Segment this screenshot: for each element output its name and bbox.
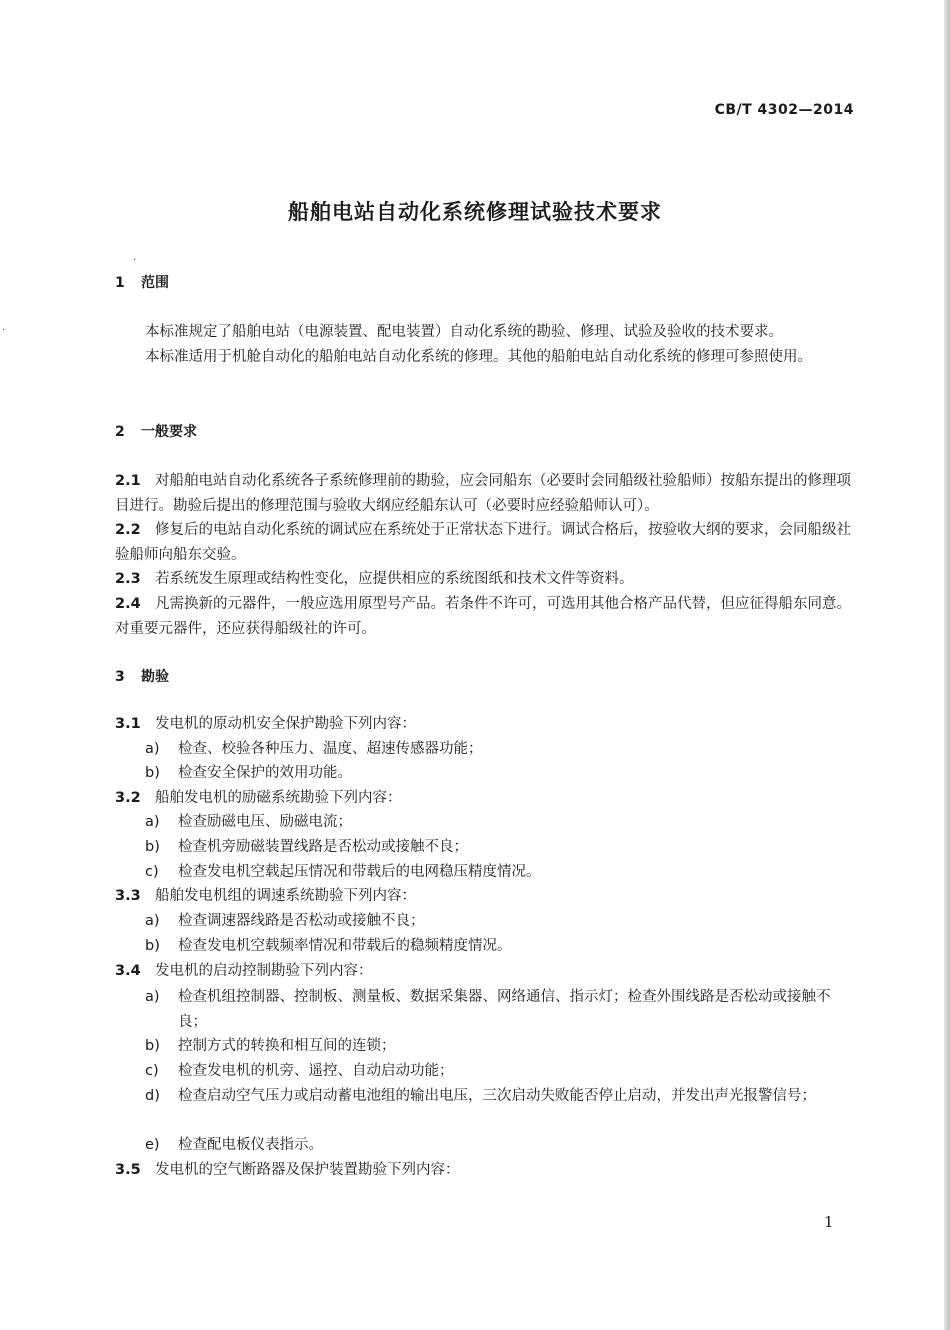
section-1-paragraph-2: 本标准适用于机舱自动化的船舶电站自动化系统的修理。其他的船舶电站自动化系统的修理可参照使用。: [145, 349, 812, 365]
clause-2-1: [115, 469, 853, 518]
clause-number: 3.5: [115, 1162, 141, 1178]
clause-3-2: [115, 786, 853, 811]
list-item: [145, 761, 853, 786]
clause-number: 2.3: [115, 571, 141, 587]
list-marker: e): [145, 1137, 160, 1153]
list-item: [145, 1034, 853, 1059]
section-1-paragraph-1: 本标准规定了船舶电站（电源装置、配电装置）自动化系统的勘验、修理、试验及验收的技术要求。: [145, 324, 783, 340]
clause-number: 3.1: [115, 716, 141, 732]
list-marker: a): [145, 913, 160, 929]
list-text: 检查调速器线路是否松动或接触不良；: [178, 913, 425, 929]
document-title: 船舶电站自动化系统修理试验技术要求: [288, 200, 662, 224]
list-text: 检查安全保护的效用功能。: [178, 765, 352, 781]
list-text: 检查励磁电压、励磁电流；: [178, 814, 352, 830]
list-text: 检查机组控制器、控制板、测量板、数据采集器、网络通信、指示灯；检查外围线路是否松动或接触不良；: [178, 989, 831, 1030]
list-item: [145, 1084, 853, 1109]
section-title: 一般要求: [141, 424, 197, 440]
clause-number: 2.2: [115, 522, 141, 538]
list-marker: a): [145, 989, 160, 1005]
list-text: 检查启动空气压力或启动蓄电池组的输出电压，三次启动失败能否停止启动，并发出声光报警信号；: [178, 1088, 816, 1104]
list-text: 检查机旁励磁装置线路是否松动或接触不良；: [178, 839, 468, 855]
clause-text: 发电机的空气断路器及保护装置勘验下列内容：: [155, 1162, 460, 1178]
list-marker: b): [145, 765, 160, 781]
section-1-heading: [115, 272, 169, 292]
clause-number: 2.4: [115, 596, 141, 612]
list-marker: b): [145, 1038, 160, 1054]
list-text: 检查发电机空载起压情况和带载后的电网稳压精度情况。: [178, 864, 541, 880]
page-number: 1: [824, 1213, 834, 1231]
list-text: 检查发电机的机旁、遥控、自动启动功能；: [178, 1063, 454, 1079]
clause-2-4: [115, 592, 853, 641]
clause-3-1: [115, 712, 853, 737]
clause-number: 3.3: [115, 888, 141, 904]
list-item: [145, 1059, 853, 1084]
section-title: 范围: [141, 275, 169, 291]
scan-speck: ·: [133, 255, 137, 266]
list-marker: c): [145, 1063, 159, 1079]
scan-speck: ·: [2, 325, 6, 336]
clause-number: 3.2: [115, 790, 141, 806]
clause-text: 发电机的启动控制勘验下列内容：: [155, 963, 373, 979]
list-marker: d): [145, 1088, 160, 1104]
list-text: 检查、校验各种压力、温度、超速传感器功能；: [178, 741, 483, 757]
list-item: [145, 810, 853, 835]
standard-code: CB/T 4302—2014: [714, 102, 854, 118]
list-marker: a): [145, 814, 160, 830]
section-number: 1: [115, 275, 125, 291]
clause-3-3: [115, 884, 853, 909]
list-item: [145, 737, 853, 762]
clause-number: 2.1: [115, 473, 141, 489]
clause-3-5: [115, 1158, 853, 1183]
clause-text: 对船舶电站自动化系统各子系统修理前的勘验，应会同船东（必要时会同船级社验船师）按船东提出的修理项目进行。勘验后提出的修理范围与验收大纲应经船东认可（必要时应经验船师认可）。: [115, 473, 851, 514]
list-text: 检查配电板仪表指示。: [178, 1137, 323, 1153]
clause-3-4: [115, 959, 853, 984]
list-text: 控制方式的转换和相互间的连锁；: [178, 1038, 396, 1054]
clause-2-2: [115, 518, 853, 567]
section-3-heading: [115, 666, 169, 686]
clause-text: 船舶发电机组的调速系统勘验下列内容：: [155, 888, 416, 904]
clause-text: 若系统发生原理或结构性变化，应提供相应的系统图纸和技术文件等资料。: [155, 571, 634, 587]
list-marker: b): [145, 839, 160, 855]
section-2-heading: [115, 421, 197, 441]
clause-text: 凡需换新的元器件，一般应选用原型号产品。若条件不许可，可选用其他合格产品代替，但应征得船东同意。对重要元器件，还应获得船级社的许可。: [115, 596, 851, 637]
clause-text: 船舶发电机的励磁系统勘验下列内容：: [155, 790, 402, 806]
list-marker: a): [145, 741, 160, 757]
list-item: [145, 934, 853, 959]
list-item: [145, 1133, 853, 1158]
list-item: [145, 860, 853, 885]
list-text: 检查发电机空载频率情况和带载后的稳频精度情况。: [178, 938, 512, 954]
clause-2-3: [115, 567, 853, 592]
list-item: [145, 835, 853, 860]
list-marker: c): [145, 864, 159, 880]
section-title: 勘验: [141, 669, 169, 685]
list-item: [145, 985, 853, 1030]
section-number: 2: [115, 424, 125, 440]
section-number: 3: [115, 669, 125, 685]
list-item: [145, 909, 853, 934]
clause-number: 3.4: [115, 963, 141, 979]
list-marker: b): [145, 938, 160, 954]
clause-text: 发电机的原动机安全保护勘验下列内容：: [155, 716, 416, 732]
clause-text: 修复后的电站自动化系统的调试应在系统处于正常状态下进行。调试合格后，按验收大纲的要求，会同船级社验船师向船东交验。: [115, 522, 851, 563]
